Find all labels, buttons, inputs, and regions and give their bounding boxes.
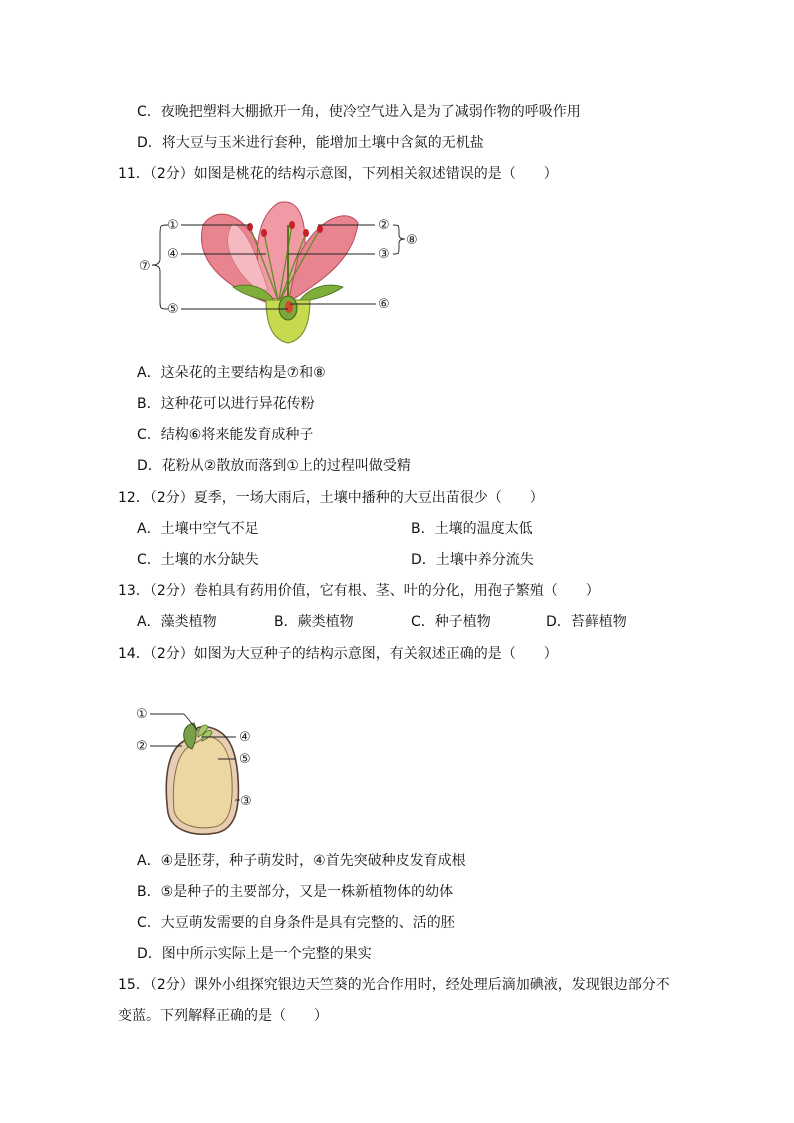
q10-option-d: D．将大豆与玉米进行套种，能增加土壤中含氮的无机盐	[137, 135, 484, 151]
q15-stem-line2: 变蓝。下列解释正确的是（ ）	[118, 1008, 328, 1024]
flower-label-7: ⑦	[139, 259, 151, 274]
q11-stem: 11．（2分）如图是桃花的结构示意图，下列相关叙述错误的是（ ）	[118, 166, 558, 182]
q14-option-a: A．④是胚芽，种子萌发时，④首先突破种皮发育成根	[137, 853, 466, 869]
q11-option-b: B．这种花可以进行异花传粉	[137, 396, 315, 412]
soybean-seed-diagram	[136, 703, 266, 838]
q14-option-c: C．大豆萌发需要的自身条件是具有完整的、活的胚	[137, 915, 455, 931]
q12-stem: 12．（2分）夏季，一场大雨后，土壤中播种的大豆出苗很少（ ）	[118, 490, 544, 506]
seed-label-4: ④	[239, 730, 251, 745]
flower-label-1: ①	[167, 218, 179, 233]
flower-label-4: ④	[167, 247, 179, 262]
q10-option-c: C．夜晚把塑料大棚掀开一角，使冷空气进入是为了减弱作物的呼吸作用	[137, 104, 581, 120]
q12-option-a: A．土壤中空气不足	[137, 521, 259, 537]
q13-option-a: A．藻类植物	[137, 614, 217, 630]
q13-stem: 13．（2分）卷柏具有药用价值，它有根、茎、叶的分化，用孢子繁殖（ ）	[118, 583, 600, 599]
flower-label-2: ②	[378, 218, 390, 233]
seed-label-2: ②	[136, 739, 148, 754]
q12-option-c: C．土壤的水分缺失	[137, 552, 259, 568]
flower-label-8: ⑧	[406, 233, 418, 248]
q14-stem: 14．（2分）如图为大豆种子的结构示意图，有关叙述正确的是（ ）	[118, 646, 558, 662]
seed-label-3: ③	[240, 794, 252, 809]
q11-option-d: D．花粉从②散放而落到①上的过程叫做受精	[137, 458, 411, 474]
seed-label-5: ⑤	[239, 752, 251, 767]
q15-stem-line1: 15．（2分）课外小组探究银边天竺葵的光合作用时，经处理后滴加碘液，发现银边部分不	[118, 977, 670, 993]
q14-option-d: D．图中所示实际上是一个完整的果实	[137, 946, 372, 962]
q13-option-b: B．蕨类植物	[274, 614, 354, 630]
peach-flower-diagram	[138, 195, 428, 345]
seed-label-1: ①	[136, 707, 148, 722]
flower-label-6: ⑥	[378, 297, 390, 312]
flower-label-3: ③	[378, 247, 390, 262]
flower-label-5: ⑤	[167, 302, 179, 317]
q13-option-c: C．种子植物	[411, 614, 491, 630]
q13-option-d: D．苔藓植物	[546, 614, 627, 630]
q12-option-b: B．土壤的温度太低	[411, 521, 533, 537]
q11-option-a: A．这朵花的主要结构是⑦和⑧	[137, 365, 326, 381]
q12-option-d: D．土壤中养分流失	[411, 552, 534, 568]
q11-option-c: C．结构⑥将来能发育成种子	[137, 427, 314, 443]
q14-option-b: B．⑤是种子的主要部分，又是一株新植物体的幼体	[137, 884, 454, 900]
